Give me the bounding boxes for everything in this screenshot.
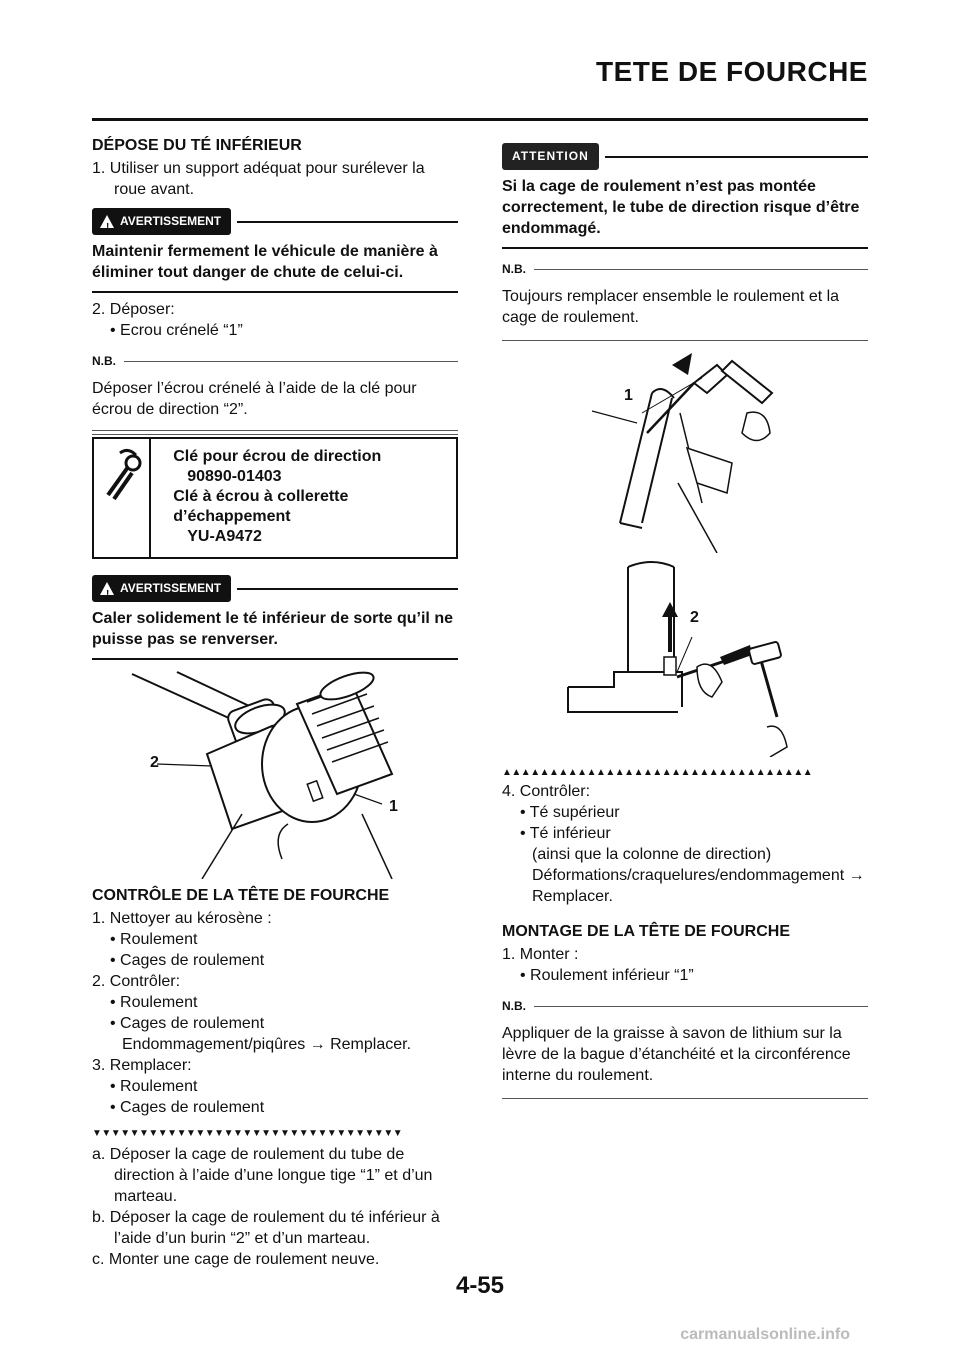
divider bbox=[92, 291, 458, 293]
list-item: • Roulement bbox=[110, 994, 198, 1011]
warning-banner-1 bbox=[92, 208, 458, 235]
substep-b: b. Déposer la cage de roulement du té inférieur à l’aide d’un burin “2” et d’un marteau. bbox=[92, 1209, 440, 1247]
figure-label-2: 2 bbox=[690, 609, 699, 626]
step-c1: 1. Nettoyer au kérosène : bbox=[92, 910, 272, 927]
divider bbox=[502, 340, 868, 341]
arrows-down-marker: ▼▼▼▼▼▼▼▼▼▼▼▼▼▼▼▼▼▼▼▼▼▼▼▼▼▼▼▼▼▼▼▼▼ bbox=[92, 1128, 403, 1139]
attention-text: Si la cage de roulement n’est pas montée correctement, le tube de direction risque d’être endommagé. bbox=[502, 178, 860, 237]
step-2-item: • Ecrou crénelé “1” bbox=[110, 322, 243, 339]
figure-label-1: 1 bbox=[389, 798, 398, 815]
step-1: 1. Utiliser un support adéquat pour surélever la roue avant. bbox=[92, 160, 425, 198]
right-column bbox=[502, 135, 868, 1099]
list-item: • Té supérieur bbox=[520, 804, 620, 821]
warning-text-1: Maintenir fermement le véhicule de manière à éliminer tout danger de chute de celui-ci. bbox=[92, 243, 438, 281]
step-c3: 3. Remplacer: bbox=[92, 1057, 192, 1074]
step-m1: 1. Monter : bbox=[502, 946, 579, 963]
warning-triangle-icon: ! bbox=[100, 215, 114, 228]
divider bbox=[502, 247, 868, 249]
wrench-tool-icon bbox=[94, 439, 151, 557]
special-tool-box bbox=[92, 437, 458, 559]
section-title-montage: MONTAGE DE LA TÊTE DE FOURCHE bbox=[502, 923, 790, 940]
left-column bbox=[92, 135, 458, 1270]
figure-label-2: 2 bbox=[150, 754, 159, 771]
tool-name-2: Clé à écrou à collerette d’échappement bbox=[173, 488, 349, 525]
list-item: • Cages de roulement bbox=[110, 952, 265, 969]
list-item: • Cages de roulement bbox=[110, 1015, 265, 1032]
attention-label: ATTENTION bbox=[502, 143, 599, 170]
warning-text-2: Caler solidement le té inférieur de sorte qu’il ne puisse pas se renverser. bbox=[92, 610, 453, 648]
step-c2: 2. Contrôler: bbox=[92, 973, 181, 990]
page-title: TETE DE FOURCHE bbox=[596, 56, 868, 87]
warning-label: AVERTISSEMENT bbox=[120, 581, 222, 595]
list-item: • Roulement inférieur “1” bbox=[520, 967, 694, 984]
tool-code-2: YU-A9472 bbox=[187, 528, 262, 545]
warning-label: AVERTISSEMENT bbox=[120, 214, 222, 228]
arrows-up-marker: ▲▲▲▲▲▲▲▲▲▲▲▲▲▲▲▲▲▲▲▲▲▲▲▲▲▲▲▲▲▲▲▲▲ bbox=[502, 767, 813, 778]
list-item-detail: Endommagement/piqûres → Remplacer. bbox=[122, 1036, 412, 1053]
warning-triangle-icon: ! bbox=[100, 582, 114, 595]
figure-lower-bracket-race bbox=[502, 557, 868, 757]
divider bbox=[502, 1098, 868, 1099]
page-number: 4-55 bbox=[455, 1272, 505, 1299]
header-rule bbox=[92, 118, 868, 121]
substep-c: c. Monter une cage de roulement neuve. bbox=[92, 1251, 380, 1268]
tool-name-1: Clé pour écrou de direction bbox=[173, 448, 382, 465]
nb-heading-1: N.B. bbox=[92, 351, 458, 372]
step-4: 4. Contrôler: bbox=[502, 783, 591, 800]
double-divider bbox=[92, 430, 458, 435]
substep-a: a. Déposer la cage de roulement du tube de direction à l’aide d’une longue tige “1” et d’un marteau. bbox=[92, 1146, 433, 1205]
list-item: • Roulement bbox=[110, 931, 198, 948]
section-title-controle: CONTRÔLE DE LA TÊTE DE FOURCHE bbox=[92, 887, 390, 904]
attention-banner bbox=[502, 143, 868, 170]
list-item: • Té inférieur bbox=[520, 825, 611, 842]
watermark: carmanualsonline.info bbox=[680, 1326, 850, 1343]
list-item: • Cages de roulement bbox=[110, 1099, 265, 1116]
list-item-detail: (ainsi que la colonne de direction) Déformations/craquelures/endommagement → Remplacer. bbox=[532, 846, 865, 905]
nb-heading-2: N.B. bbox=[502, 259, 868, 280]
figure-steering-tube-race bbox=[502, 353, 868, 553]
tool-code-1: 90890-01403 bbox=[187, 468, 282, 485]
section-title-depose: DÉPOSE DU TÉ INFÉRIEUR bbox=[92, 137, 302, 154]
step-2: 2. Déposer: bbox=[92, 301, 175, 318]
figure-steering-nut bbox=[92, 664, 458, 879]
figure-label-1: 1 bbox=[624, 387, 633, 404]
list-item: • Roulement bbox=[110, 1078, 198, 1095]
nb-text-3: Appliquer de la graisse à savon de lithium sur la lèvre de la bague d’étanchéité et la circonférence interne du roulement. bbox=[502, 1025, 851, 1084]
warning-banner-2 bbox=[92, 575, 458, 602]
nb-heading-3: N.B. bbox=[502, 996, 868, 1017]
divider bbox=[92, 658, 458, 660]
tool-text bbox=[151, 439, 456, 557]
nb-text-1: Déposer l’écrou crénelé à l’aide de la clé pour écrou de direction “2”. bbox=[92, 380, 417, 418]
nb-text-2: Toujours remplacer ensemble le roulement et la cage de roulement. bbox=[502, 288, 840, 326]
